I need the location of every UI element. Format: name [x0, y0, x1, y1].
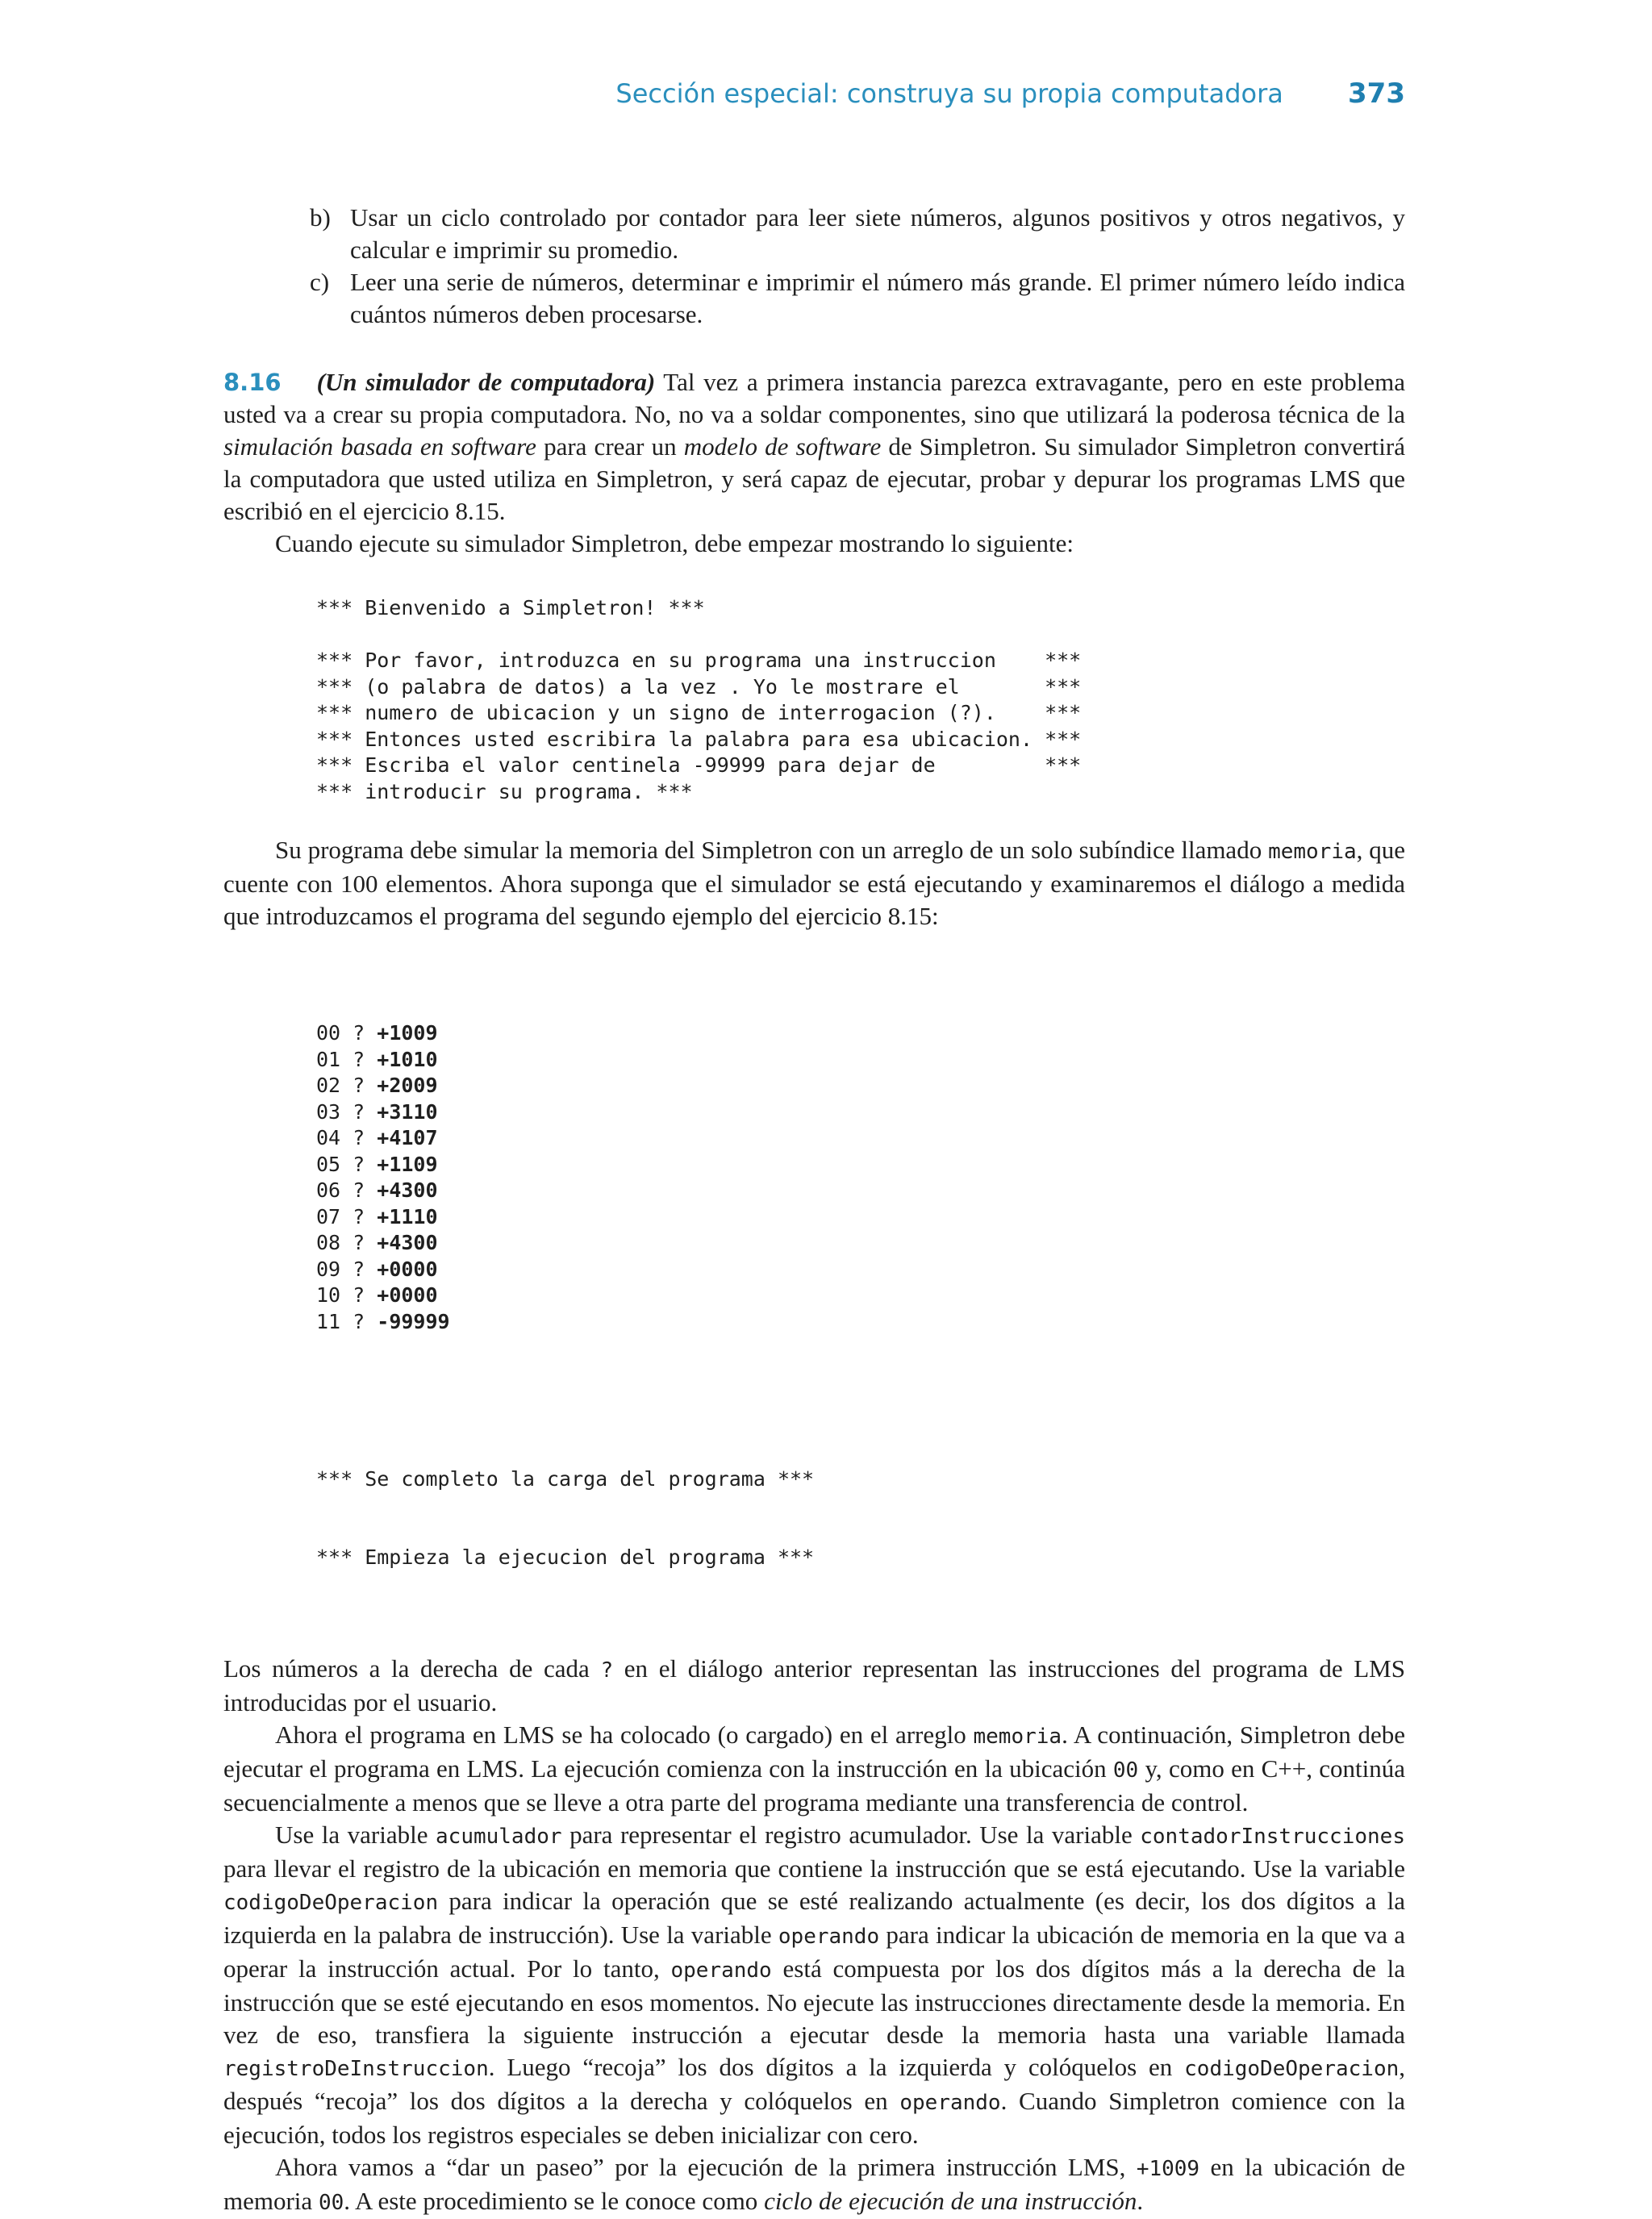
running-header: [615, 77, 1405, 110]
text-run: Su programa debe simular la memoria del Simpletron con un arreglo de un solo subíndice llamado: [275, 836, 1269, 864]
list-item-text: Leer una serie de números, determinar e imprimir el número más grande. El primer número leído indica cuántos números deben procesarse.: [350, 268, 1405, 328]
text-run: para crear un: [536, 432, 684, 461]
memory-location: 10 ?: [316, 1283, 378, 1307]
text-run: Use la variable: [275, 1820, 436, 1849]
exercise-title: (Un simulador de computadora): [316, 368, 656, 396]
text-run: Tal vez a primera instancia parezca extravagante, pero en este problema usted va a crear su propia computadora. No, no va a soldar componentes, sino que utilizará la poderosa técnica de la: [223, 368, 1405, 428]
inline-code: 00: [318, 2190, 344, 2215]
code-line: *** numero de ubicacion y un signo de interrogacion (?). ***: [316, 701, 1082, 724]
code-line: *** Entonces usted escribira la palabra para esa ubicacion. ***: [316, 727, 1082, 751]
text-run: Los números a la derecha de cada: [223, 1654, 601, 1683]
text-run: para indicar la operación que se esté realizando actualmente (es decir, los dos dígitos a la izquierda en la palabra de instrucción). Use la variable: [223, 1886, 1405, 1949]
program-line: [316, 1283, 1405, 1309]
instruction-value: +4300: [377, 1231, 438, 1254]
text-run: en el diálogo anterior representan las instrucciones del programa de LMS introducidas por el usuario.: [223, 1654, 1405, 1716]
list-item: [310, 202, 1405, 266]
text-run: Ahora el programa en LMS se ha colocado (o cargado) en el arreglo: [275, 1720, 974, 1749]
memory-location: 01 ?: [316, 1047, 378, 1071]
instruction-value: +4107: [377, 1126, 438, 1149]
code-line: *** Escriba el valor centinela -99999 para dejar de ***: [316, 753, 1082, 777]
inline-code: operando: [899, 2090, 1001, 2115]
code-line: *** Bienvenido a Simpletron! ***: [316, 596, 705, 619]
list-item: [310, 266, 1405, 331]
text-run: de Simpletron. Su simulador Simpletron convertirá la computadora que usted utiliza en Simpletron, y será capaz de ejecutar, probar y depurar los programas LMS que escribió en el ejercicio 8.15.: [223, 432, 1405, 525]
paragraph: [223, 834, 1405, 932]
program-line: [316, 1152, 1405, 1178]
text-run: para llevar el registro de la ubicación en memoria que contiene la instrucción que se está ejecutando. Use la variable: [223, 1854, 1405, 1883]
list-item-text: Usar un ciclo controlado por contador para leer siete números, algunos positivos y otros negativos, y calcular e imprimir su promedio.: [350, 203, 1405, 264]
page-body: [223, 202, 1405, 2219]
inline-code: memoria: [1268, 840, 1357, 864]
memory-location: 09 ?: [316, 1257, 378, 1281]
instruction-value: +0000: [377, 1257, 438, 1281]
paragraph: [223, 1719, 1405, 1819]
paragraph: [223, 2151, 1405, 2219]
inline-code: codigoDeOperacion: [223, 1890, 439, 1915]
exercise-paragraph: [223, 366, 1405, 528]
code-line: *** introducir su programa. ***: [316, 779, 693, 803]
text-run: para representar el registro acumulador. Use la variable: [561, 1820, 1141, 1849]
memory-location: 06 ?: [316, 1178, 378, 1202]
inline-code: contadorInstrucciones: [1140, 1824, 1405, 1849]
page-number: 373: [1348, 77, 1405, 110]
inline-code: 00: [1112, 1758, 1139, 1783]
instruction-value: -99999: [377, 1309, 450, 1333]
instruction-value: +1010: [377, 1047, 438, 1071]
inline-code: +1009: [1136, 2156, 1200, 2181]
inline-code: ?: [600, 1658, 614, 1683]
exercise-number: 8.16: [223, 369, 282, 396]
text-run: en la ubicación de memoria: [223, 2152, 1405, 2215]
code-line: *** Se completo la carga del programa ***: [316, 1466, 815, 1491]
instruction-value: +1110: [377, 1204, 438, 1228]
program-line: [316, 1230, 1405, 1257]
text-run: . A este procedimiento se le conoce como: [344, 2186, 765, 2215]
program-line: [316, 1073, 1405, 1099]
code-line: *** Por favor, introduzca en su programa una instruccion ***: [316, 649, 1082, 672]
memory-location: 00 ?: [316, 1021, 378, 1045]
instruction-value: +4300: [377, 1178, 438, 1202]
inline-code: codigoDeOperacion: [1184, 2056, 1400, 2081]
code-line: *** Empieza la ejecucion del programa ***: [316, 1545, 815, 1569]
code-blank-line: [316, 622, 1405, 649]
text-run: , después “recoja” los dos dígitos a la derecha y colóquelos en: [223, 2052, 1405, 2115]
memory-location: 02 ?: [316, 1074, 378, 1097]
inline-code: registroDeInstruccion: [223, 2056, 489, 2081]
program-line: [316, 1257, 1405, 1283]
text-run: . Luego “recoja” los dos dígitos a la izquierda y colóquelos en: [488, 2052, 1185, 2081]
instruction-value: +0000: [377, 1283, 438, 1307]
inline-code: memoria: [973, 1724, 1062, 1749]
program-line: [316, 1047, 1405, 1074]
paragraph: Cuando ejecute su simulador Simpletron, debe empezar mostrando lo siguiente:: [275, 529, 1074, 557]
memory-location: 08 ?: [316, 1231, 378, 1254]
memory-location: 07 ?: [316, 1204, 378, 1228]
program-line: [316, 1309, 1405, 1336]
inline-code: acumulador: [436, 1824, 562, 1849]
text-run: para indicar la ubicación de memoria en la que va a operar la instrucción actual. Por lo tanto,: [223, 1920, 1405, 1983]
code-block-welcome: [316, 595, 1405, 805]
code-line: *** (o palabra de datos) a la vez . Yo le mostrare el ***: [316, 674, 1082, 699]
code-blank-line: [316, 1387, 1405, 1414]
list-item-label: c): [310, 268, 330, 296]
memory-location: 05 ?: [316, 1152, 378, 1176]
instruction-value: +1109: [377, 1152, 438, 1176]
emphasis: ciclo de ejecución de una instrucción: [764, 2186, 1137, 2215]
text-run: Ahora vamos a “dar un paseo” por la ejecución de la primera instrucción LMS,: [275, 2152, 1137, 2181]
memory-location: 03 ?: [316, 1099, 378, 1124]
inline-code: operando: [778, 1924, 880, 1949]
text-run: .: [1137, 2186, 1144, 2215]
instruction-value: +1009: [377, 1021, 438, 1045]
memory-location: 04 ?: [316, 1126, 378, 1149]
program-line: [316, 1204, 1405, 1231]
section-title: Sección especial: construya su propia computadora: [615, 78, 1283, 109]
code-block-program: [316, 968, 1405, 1624]
program-line: [316, 1125, 1405, 1152]
program-line: [316, 1099, 1405, 1126]
text-run: , que cuente con 100 elementos. Ahora suponga que el simulador se está ejecutando y examinaremos el diálogo a medida que introduzcamos el programa del segundo ejemplo del ejercicio 8.15:: [223, 836, 1406, 930]
text-run: y, como en C++, continúa secuencialmente a menos que se lleve a otra parte del programa mediante una transferencia de control.: [223, 1754, 1405, 1816]
text-run: . A continuación, Simpletron debe ejecutar el programa en LMS. La ejecución comienza con la instrucción en la ubicación: [223, 1720, 1405, 1783]
paragraph: [223, 1653, 1405, 1719]
instruction-value: +3110: [377, 1099, 438, 1124]
text-run: está compuesta por los dos dígitos más a la derecha de la instrucción que se esté ejecutando en esos momentos. No ejecute las instrucciones directamente desde la memoria. En vez de eso, transfiera la siguiente instrucción a ejecutar desde la memoria hasta una variable llamada: [223, 1954, 1405, 2049]
program-lines: [316, 1020, 1405, 1335]
memory-location: 11 ?: [316, 1309, 378, 1333]
text-run: . Cuando Simpletron comience con la ejecución, todos los registros especiales se deben inicializar con cero.: [223, 2086, 1405, 2149]
program-line: [316, 1178, 1405, 1204]
inline-code: operando: [670, 1958, 772, 1983]
emphasis: modelo de software: [683, 432, 882, 461]
instruction-value: +2009: [377, 1074, 438, 1097]
emphasis: simulación basada en software: [223, 432, 536, 461]
list-item-label: b): [310, 203, 331, 231]
program-line: [316, 1020, 1405, 1047]
paragraph: [223, 1819, 1405, 2151]
